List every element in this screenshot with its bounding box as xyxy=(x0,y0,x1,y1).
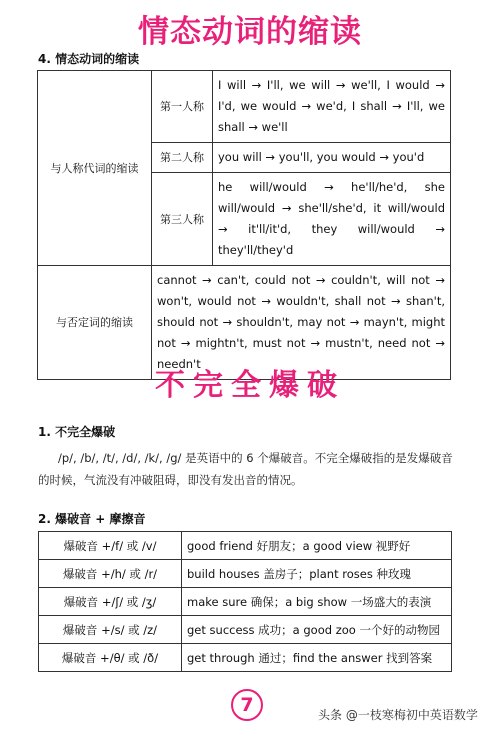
third-person-contractions: he will/would → he'll/he'd, she will/would → she'll/she'd, it will/would → it'll/it'd, they will/would → they'll/they'd xyxy=(213,173,451,266)
example-cell: make sure 确保；a big show 一场盛大的表演 xyxy=(182,588,452,616)
first-person-contractions: I will → I'll, we will → we'll, I would → I'd, we would → we'd, I shall → I'll, we shall → we'll xyxy=(213,71,451,143)
page-number: 7 xyxy=(231,689,263,721)
section-4-label: 4. 情态动词的缩读 xyxy=(38,52,140,66)
example-cell: get through 通过；find the answer 找到答案 xyxy=(182,644,452,672)
sound-cell: 爆破音 +/h/ 或 /r/ xyxy=(39,560,182,588)
table-row xyxy=(39,616,452,644)
table-row xyxy=(39,532,452,560)
second-person-contractions: you will → you'll, you would → you'd xyxy=(213,143,451,173)
table-row xyxy=(38,71,451,143)
example-cell: get success 成功；a good zoo 一个好的动物园 xyxy=(182,616,452,644)
section-2-label: 2. 爆破音 + 摩擦音 xyxy=(38,512,146,526)
section-title-incomplete-plosion: 不完全爆破 xyxy=(155,368,345,403)
plosive-fricative-table xyxy=(38,531,452,672)
table-row xyxy=(39,560,452,588)
sound-cell: 爆破音 +/ʃ/ 或 /ʒ/ xyxy=(39,588,182,616)
first-person-label: 第一人称 xyxy=(152,71,213,143)
negation-contractions: cannot → can't, could not → couldn't, will not → won't, would not → wouldn't, shall not → shan't, should not → shouldn't, may not → mayn't, might not → mightn't, must not → mustn't, need not → needn't xyxy=(152,266,451,380)
contraction-table xyxy=(37,70,451,380)
third-person-label: 第三人称 xyxy=(152,173,213,266)
pronoun-row-label: 与人称代词的缩读 xyxy=(38,71,152,266)
watermark: 头条 @一枝寒梅初中英语数学 xyxy=(318,708,478,722)
example-cell: good friend 好朋友；a good view 视野好 xyxy=(182,532,452,560)
negation-row-label: 与否定词的缩读 xyxy=(38,266,152,380)
table-row xyxy=(39,644,452,672)
second-person-label: 第二人称 xyxy=(152,143,213,173)
plosive-paragraph: /p/, /b/, /t/, /d/, /k/, /g/ 是英语中的 6 个爆破音。不完全爆破指的是发爆破音的时候，气流没有冲破阻碍，即没有发出音的情况。 xyxy=(38,451,453,487)
page-title: 情态动词的缩读 xyxy=(138,14,362,50)
section-1-label: 1. 不完全爆破 xyxy=(38,425,116,439)
sound-cell: 爆破音 +/s/ 或 /z/ xyxy=(39,616,182,644)
table-row xyxy=(39,588,452,616)
sound-cell: 爆破音 +/θ/ 或 /ð/ xyxy=(39,644,182,672)
sound-cell: 爆破音 +/f/ 或 /v/ xyxy=(39,532,182,560)
example-cell: build houses 盖房子；plant roses 种玫瑰 xyxy=(182,560,452,588)
